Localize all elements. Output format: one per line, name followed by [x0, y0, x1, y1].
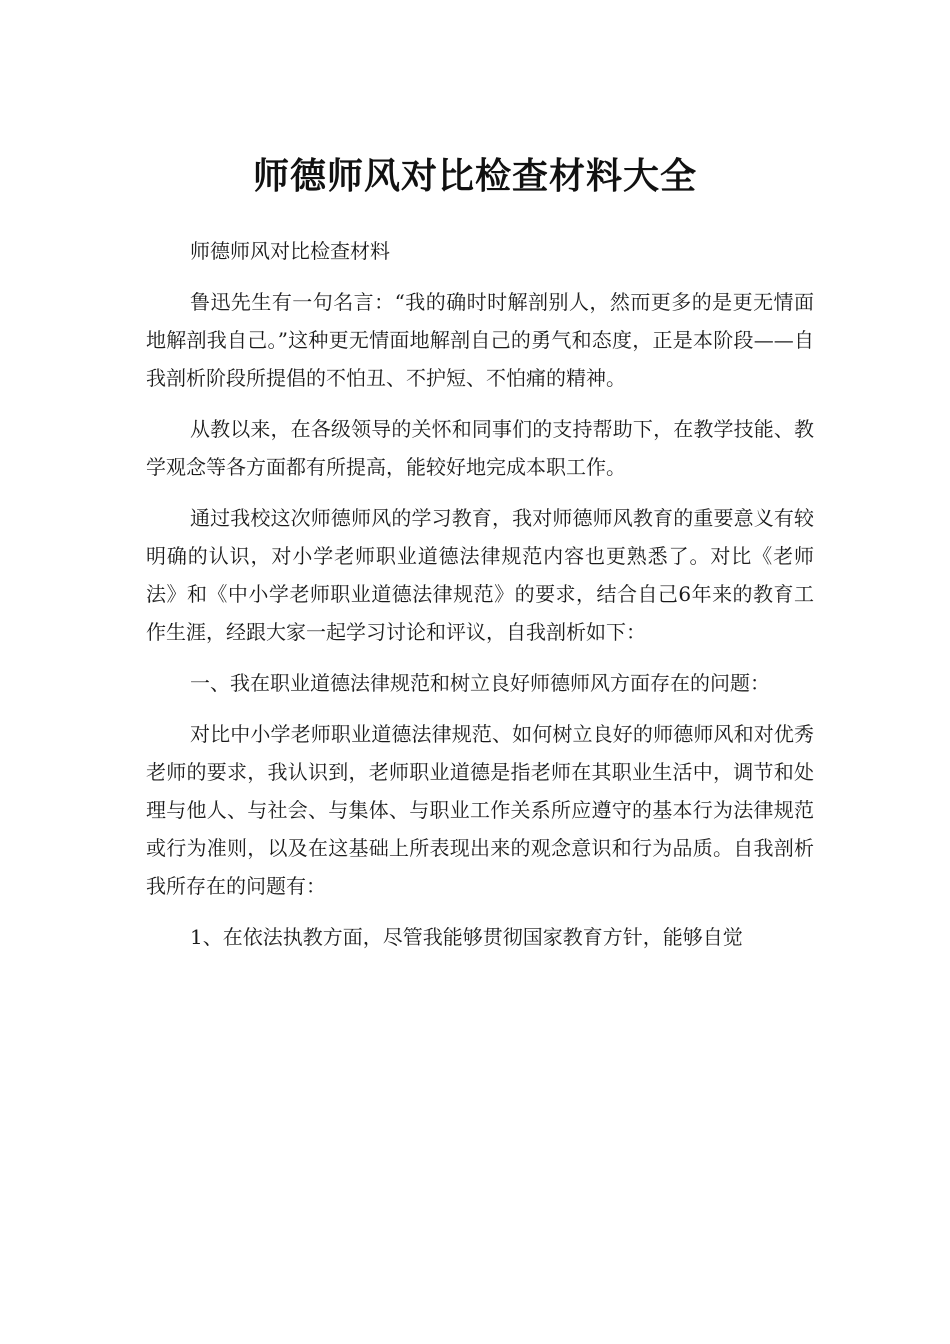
paragraph-study-education: 通过我校这次师德师风的学习教育，我对师德师风教育的重要意义有较明确的认识，对小学老师职业道德法律规范内容也更熟悉了。对比《老师法》和《中小学老师职业道德法律规范》的要求，结合自己6年来的教育工作生涯，经跟大家一起学习讨论和评议，自我剖析如下： — [146, 506, 814, 644]
document-subtitle: 师德师风对比检查材料 — [190, 239, 390, 263]
section-heading-problems: 一、我在职业道德法律规范和树立良好师德师风方面存在的问题： — [190, 671, 770, 695]
paragraph-ethics-definition: 对比中小学老师职业道德法律规范、如何树立良好的师德师风和对优秀老师的要求，我认识到，老师职业道德是指老师在其职业生活中，调节和处理与他人、与社会、与集体、与职业工作关系所应遵守的基本行为法律规范或行为准则，以及在这基础上所表现出来的观念意识和行为品质。自我剖析我所存在的问题有： — [146, 722, 814, 898]
paragraph-since-teaching: 从教以来，在各级领导的关怀和同事们的支持帮助下，在教学技能、教学观念等各方面都有所提高，能较好地完成本职工作。 — [146, 417, 814, 479]
document-title: 师德师风对比检查材料大全 — [252, 156, 697, 198]
paragraph-quote: 鲁迅先生有一句名言：“我的确时时解剖别人，然而更多的是更无情面地解剖我自己。”这种更无情面地解剖自己的勇气和态度，正是本阶段——自我剖析阶段所提倡的不怕丑、不护短、不怕痛的精神。 — [146, 290, 814, 390]
document-body — [146, 232, 814, 969]
paragraph-item-1: 1、在依法执教方面，尽管我能够贯彻国家教育方针，能够自觉 — [190, 925, 743, 949]
